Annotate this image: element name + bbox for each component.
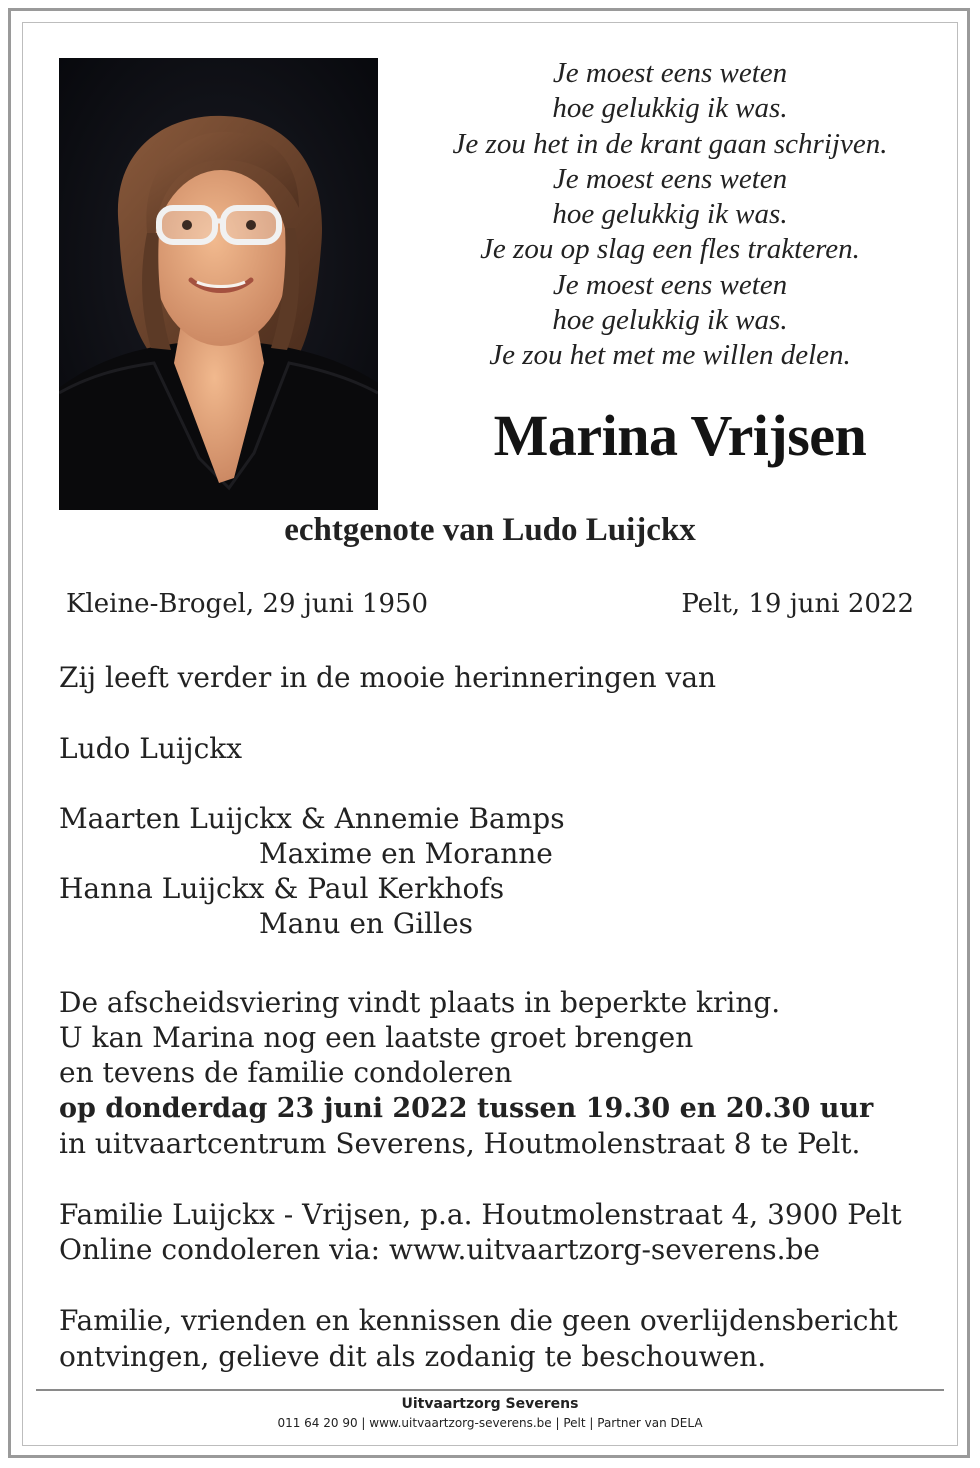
poem-line: Je moest eens weten (552, 268, 788, 301)
grandchildren: Maxime en Moranne (259, 837, 553, 870)
notice-line: Familie, vrienden en kennissen die geen overlijdensbericht (59, 1304, 898, 1337)
footer-divider (36, 1389, 944, 1391)
family-member: Hanna Luijckx & Paul Kerkhofs (59, 872, 505, 905)
poem (410, 56, 930, 374)
poem-line: hoe gelukkig ik was. (552, 92, 788, 125)
ceremony-where: in uitvaartcentrum Severens, Houtmolenstraat 8 te Pelt. (59, 1127, 861, 1160)
death-date: Pelt, 19 juni 2022 (681, 589, 914, 619)
poem-line: Je zou het in de krant gaan schrijven. (452, 127, 888, 160)
grandchildren: Manu en Gilles (259, 907, 474, 940)
notice-line: ontvingen, gelieve dit als zodanig te beschouwen. (59, 1340, 767, 1373)
poem-line: hoe gelukkig ik was. (552, 304, 788, 337)
poem-line: hoe gelukkig ik was. (552, 198, 788, 231)
ceremony-line: en tevens de familie condoleren (59, 1056, 513, 1089)
poem-line: Je zou het met me willen delen. (489, 339, 851, 372)
deceased-name: Marina Vrijsen (493, 403, 867, 468)
spouse-name: Ludo Luijckx (59, 732, 243, 765)
family-intro: Zij leeft verder in de mooie herinneringen van (59, 661, 717, 694)
poem-line: Je zou op slag een fles trakteren. (480, 233, 860, 266)
online-condolence: Online condoleren via: www.uitvaartzorg-severens.be (59, 1233, 820, 1266)
footer-company: Uitvaartzorg Severens (401, 1396, 579, 1412)
birth-date: Kleine-Brogel, 29 juni 1950 (66, 589, 429, 619)
poem-line: Je moest eens weten (552, 162, 788, 195)
portrait-photo (59, 58, 378, 510)
poem-line: Je moest eens weten (552, 57, 788, 89)
footer-details: 011 64 20 90 | www.uitvaartzorg-severens.be | Pelt | Partner van DELA (277, 1416, 703, 1430)
ceremony-line: De afscheidsviering vindt plaats in beperkte kring. (59, 986, 781, 1019)
relation-line: echtgenote van Ludo Luijckx (284, 512, 696, 548)
family-member: Maarten Luijckx & Annemie Bamps (59, 802, 565, 835)
ceremony-when: op donderdag 23 juni 2022 tussen 19.30 en 20.30 uur (59, 1093, 874, 1124)
contact-address: Familie Luijckx - Vrijsen, p.a. Houtmolenstraat 4, 3900 Pelt (59, 1198, 902, 1231)
ceremony-line: U kan Marina nog een laatste groet brengen (59, 1021, 694, 1054)
